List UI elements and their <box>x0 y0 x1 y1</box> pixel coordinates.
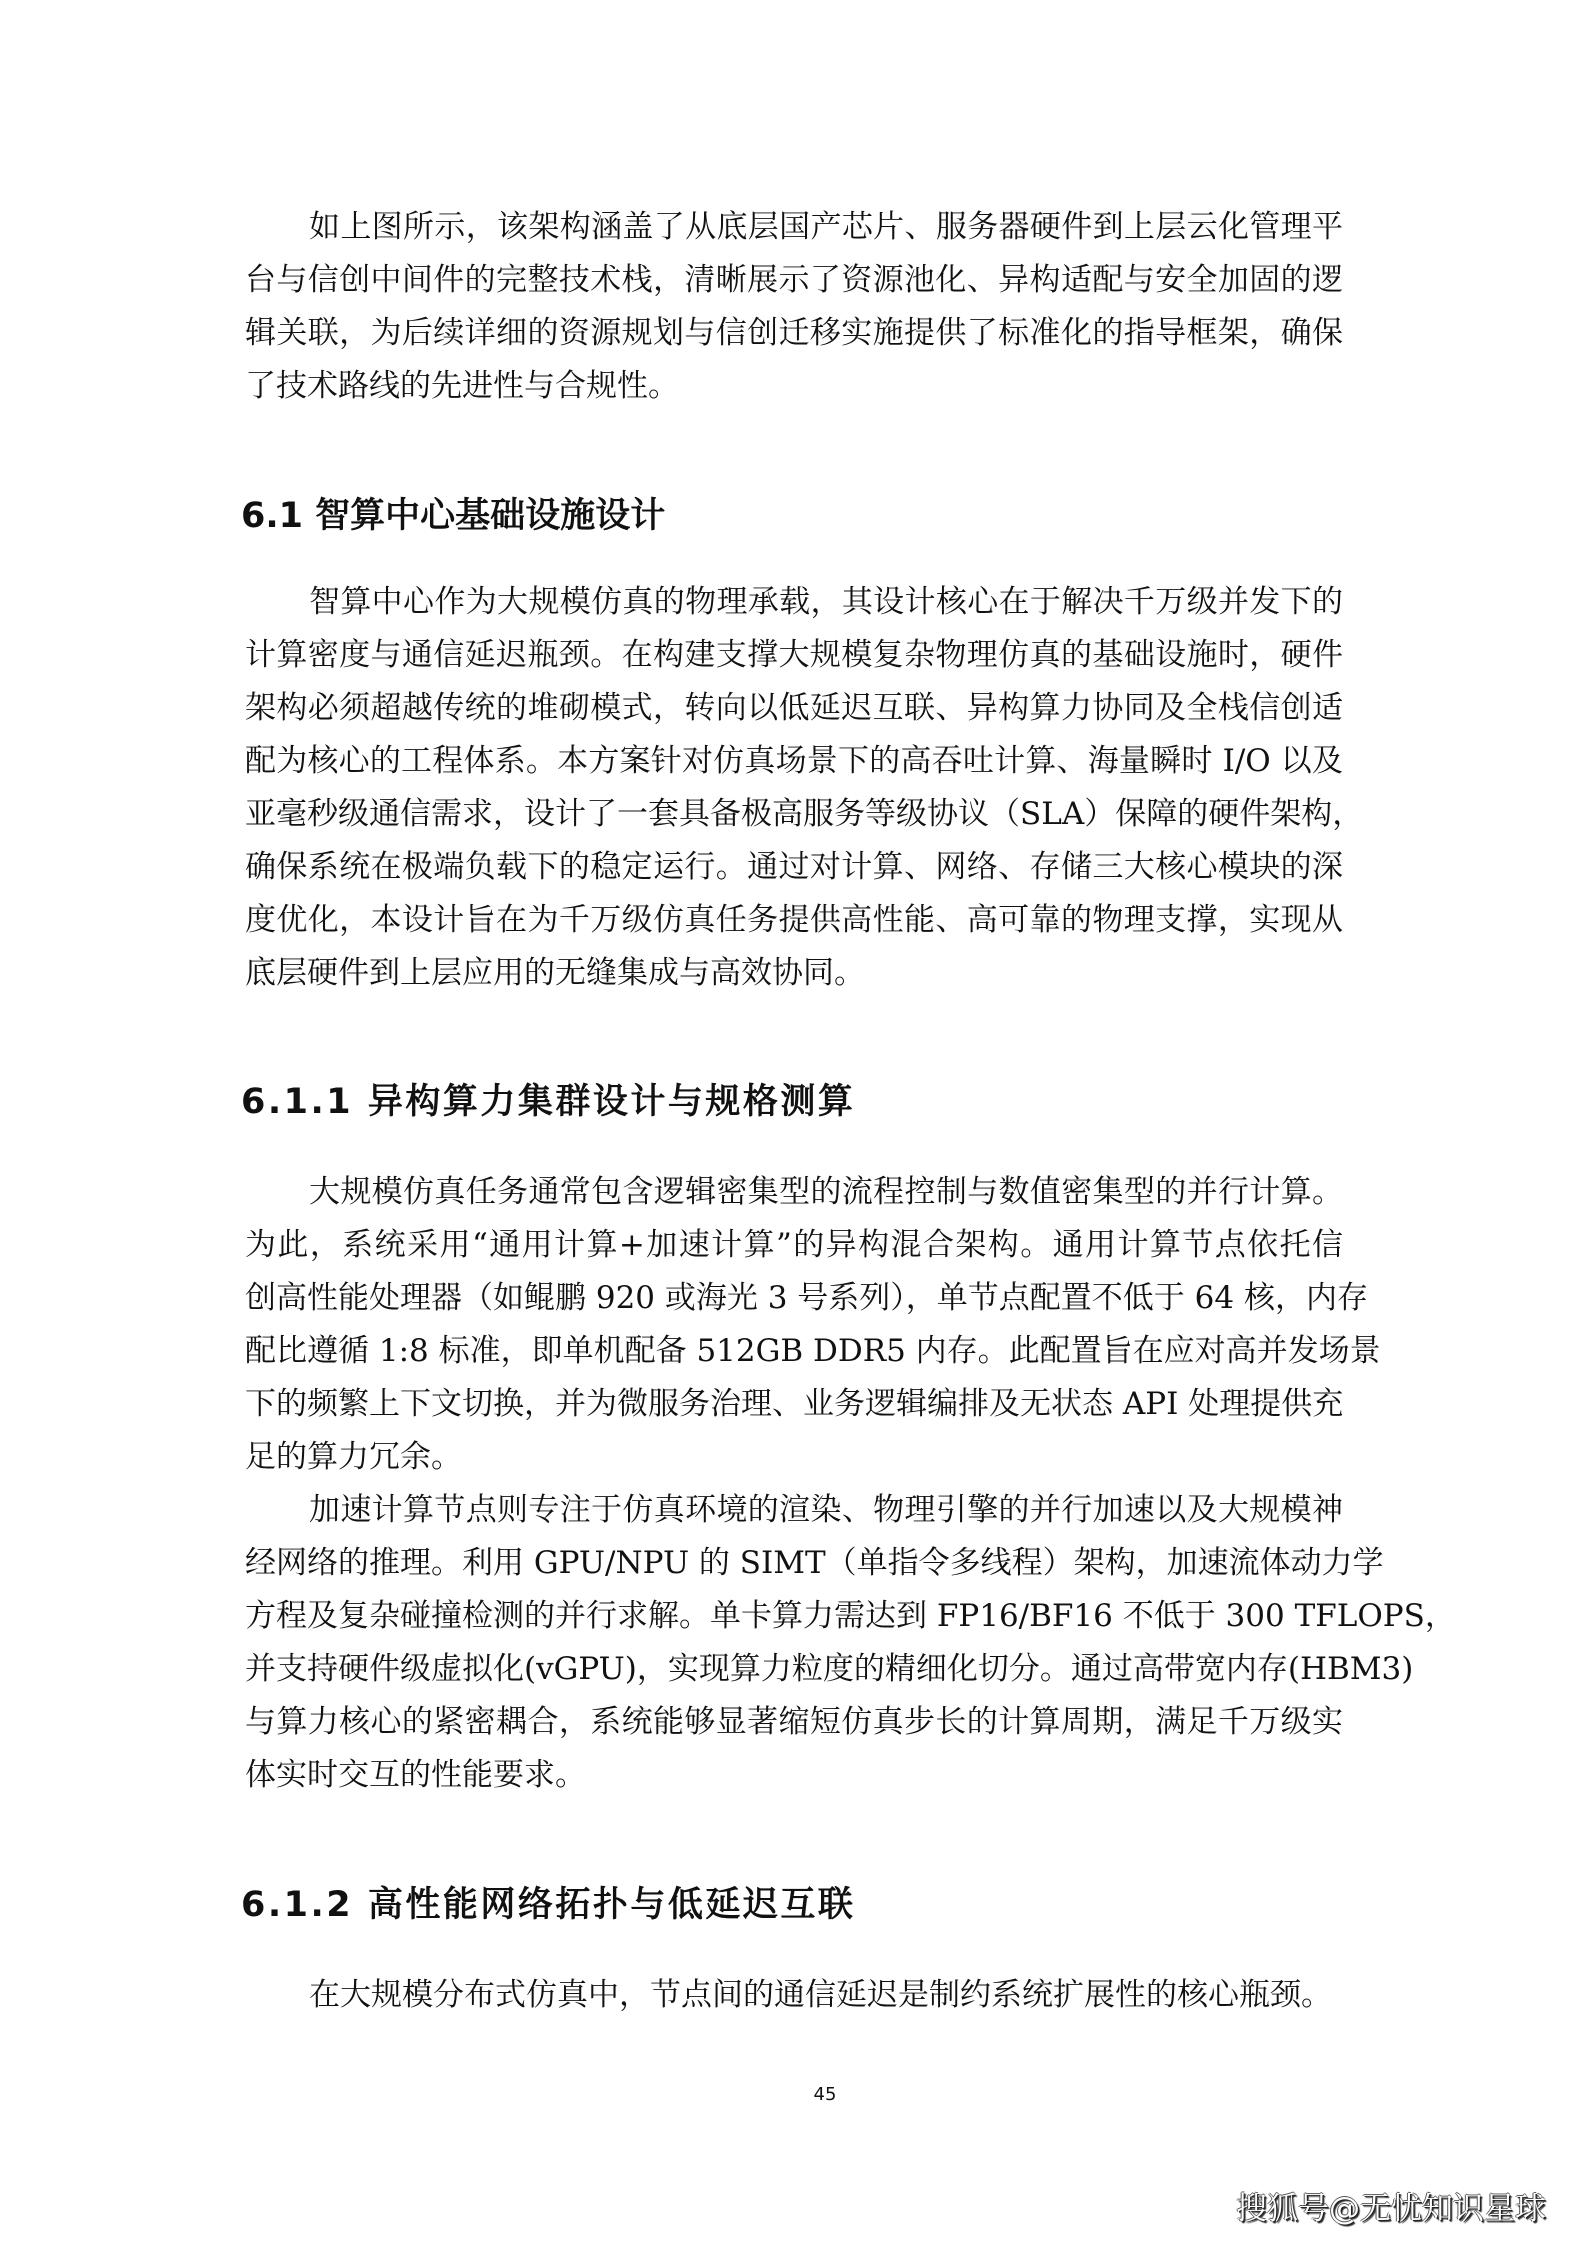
page-number: 45 <box>813 2084 837 2105</box>
section-heading-6-1-1: 6.1.1 异构算力集群设计与规格测算 <box>241 1082 856 1122</box>
text-line: 与算力核心的紧密耦合，系统能够显著缩短仿真步长的计算周期，满足千万级实 <box>245 1704 1343 1740</box>
watermark: 搜狐号@无忧知识星球 <box>1236 2191 1546 2227</box>
text-line: 如上图所示，该架构涵盖了从底层国产芯片、服务器硬件到上层云化管理平 <box>309 209 1343 245</box>
text-line: 为此，系统采用“通用计算+加速计算”的异构混合架构。通用计算节点依托信 <box>245 1227 1343 1263</box>
text-line: 配为核心的工程体系。本方案针对仿真场景下的高吞吐计算、海量瞬时 I/O 以及 <box>245 743 1343 779</box>
text-line: 底层硬件到上层应用的无缝集成与高效协同。 <box>245 955 865 991</box>
text-line: 架构必须超越传统的堆砌模式，转向以低延迟互联、异构算力协同及全栈信创适 <box>245 690 1343 726</box>
text-line: 体实时交互的性能要求。 <box>245 1757 586 1793</box>
text-line: 足的算力冗余。 <box>245 1439 462 1475</box>
text-line: 辑关联，为后续详细的资源规划与信创迁移实施提供了标准化的指导框架，确保 <box>245 315 1343 351</box>
text-line: 并支持硬件级虚拟化(vGPU)，实现算力粒度的精细化切分。通过高带宽内存(HBM3) <box>245 1651 1414 1687</box>
section-heading-6-1-2: 6.1.2 高性能网络拓扑与低延迟互联 <box>241 1885 856 1925</box>
text-line: 创高性能处理器（如鲲鹏 920 或海光 3 号系列），单节点配置不低于 64 核，内存 <box>245 1280 1368 1316</box>
text-line: 下的频繁上下文切换，并为微服务治理、业务逻辑编排及无状态 API 处理提供充 <box>245 1386 1344 1422</box>
text-line: 智算中心作为大规模仿真的物理承载，其设计核心在于解决千万级并发下的 <box>309 584 1343 620</box>
text-line: 计算密度与通信延迟瓶颈。在构建支撑大规模复杂物理仿真的基础设施时，硬件 <box>245 637 1343 673</box>
text-line: 亚毫秒级通信需求，设计了一套具备极高服务等级协议（SLA）保障的硬件架构， <box>245 796 1364 832</box>
text-line: 在大规模分布式仿真中，节点间的通信延迟是制约系统扩展性的核心瓶颈。 <box>309 1977 1332 2013</box>
text-line: 配比遵循 1:8 标准，即单机配备 512GB DDR5 内存。此配置旨在应对高并发场景 <box>245 1333 1381 1369</box>
text-line: 方程及复杂碰撞检测的并行求解。单卡算力需达到 FP16/BF16 不低于 300 TFLOPS， <box>245 1598 1456 1634</box>
text-line: 度优化，本设计旨在为千万级仿真任务提供高性能、高可靠的物理支撑，实现从 <box>245 902 1343 938</box>
section-heading-6-1: 6.1 智算中心基础设施设计 <box>241 496 666 536</box>
text-line: 台与信创中间件的完整技术栈，清晰展示了资源池化、异构适配与安全加固的逻 <box>245 262 1343 298</box>
text-line: 了技术路线的先进性与合规性。 <box>245 368 679 404</box>
text-line: 确保系统在极端负载下的稳定运行。通过对计算、网络、存储三大核心模块的深 <box>245 849 1343 885</box>
text-line: 经网络的推理。利用 GPU/NPU 的 SIMT（单指令多线程）架构，加速流体动力学 <box>245 1545 1384 1581</box>
text-line: 大规模仿真任务通常包含逻辑密集型的流程控制与数值密集型的并行计算。 <box>309 1174 1343 1210</box>
text-line: 加速计算节点则专注于仿真环境的渲染、物理引擎的并行加速以及大规模神 <box>309 1492 1343 1528</box>
